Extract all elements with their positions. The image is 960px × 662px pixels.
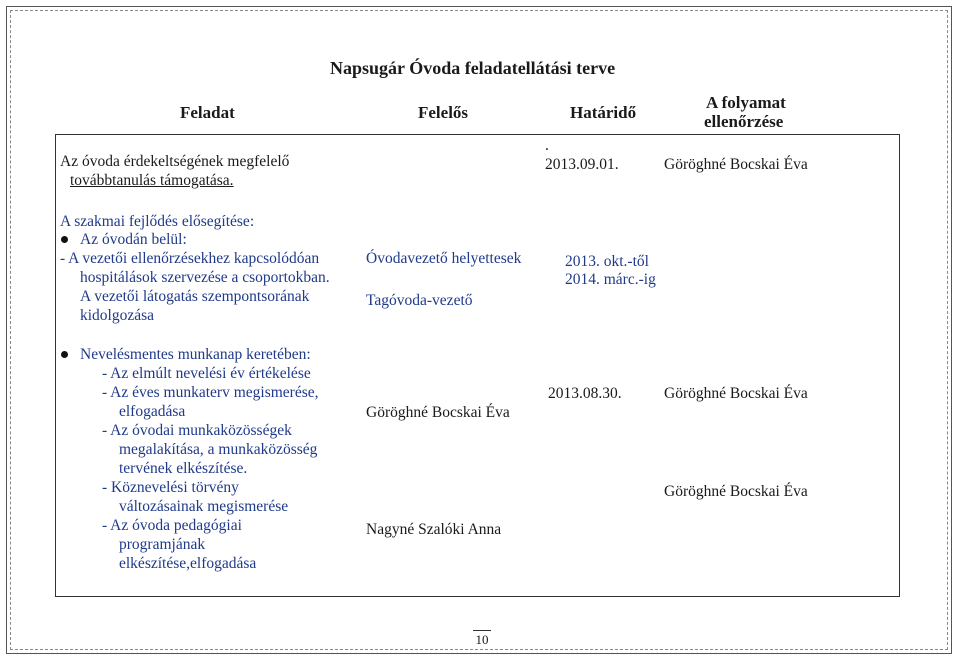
document-title: Napsugár Óvoda feladatellátási terve: [330, 58, 616, 78]
row3-deadline: 2013.08.30.: [548, 385, 622, 402]
row1-deadline: 2013.09.01.: [545, 156, 619, 173]
row3-control-2: Göröghné Bocskai Éva: [664, 483, 808, 500]
header-ellenorzes-1: A folyamat: [706, 93, 786, 112]
row2-responsible-2: Tagóvoda-vezető: [366, 292, 473, 309]
row1-task-line1: Az óvoda érdekeltségének megfelelő: [60, 153, 290, 170]
row1-deadline-dot: .: [545, 137, 549, 154]
row3-item: - Köznevelési törvény: [102, 479, 239, 496]
row2-deadline-2: 2014. márc.-ig: [565, 271, 656, 288]
header-felelos: Felelős: [418, 103, 469, 122]
row3-item: megalakítása, a munkaközösség: [119, 441, 318, 458]
header-ellenorzes-2: ellenőrzése: [704, 112, 784, 131]
row3-item: elkészítése,elfogadása: [119, 555, 257, 572]
row2-responsible-1: Óvodavezető helyettesek: [366, 250, 522, 267]
page-number: 10: [473, 630, 491, 648]
row2-item: A vezetői látogatás szempontsorának: [80, 288, 310, 305]
header-feladat: Feladat: [180, 103, 235, 122]
row3-item: - Az elmúlt nevelési év értékelése: [102, 365, 311, 382]
row3-responsible-1: Göröghné Bocskai Éva: [366, 404, 510, 421]
row2-item: - A vezetői ellenőrzésekhez kapcsolódóan: [60, 250, 320, 267]
header-hatarido: Határidő: [570, 103, 637, 122]
row1-control: Göröghné Bocskai Éva: [664, 156, 808, 173]
bullet-icon: [61, 236, 68, 243]
row2-item: kidolgozása: [80, 307, 155, 324]
row3-responsible-2: Nagyné Szalóki Anna: [366, 521, 502, 538]
row3-item: - Az óvodai munkaközösségek: [102, 422, 292, 439]
row2-heading: A szakmai fejlődés elősegítése:: [60, 213, 255, 230]
row2-deadline-1: 2013. okt.-től: [565, 253, 649, 270]
row3-item: változásainak megismerése: [119, 498, 289, 515]
bullet-icon: [61, 351, 68, 358]
row2-bullet: Az óvodán belül:: [80, 231, 187, 248]
row1-task-line2: továbbtanulás támogatása.: [70, 172, 234, 189]
row3-item: - Az óvoda pedagógiai: [102, 517, 242, 534]
row2-item: hospitálások szervezése a csoportokban.: [80, 269, 330, 286]
row3-item: elfogadása: [119, 403, 186, 420]
row3-bullet: Nevelésmentes munkanap keretében:: [80, 346, 311, 363]
row3-item: tervének elkészítése.: [119, 460, 248, 477]
row3-item: programjának: [119, 536, 206, 553]
row3-item: - Az éves munkaterv megismerése,: [102, 384, 319, 401]
row3-control-1: Göröghné Bocskai Éva: [664, 385, 808, 402]
